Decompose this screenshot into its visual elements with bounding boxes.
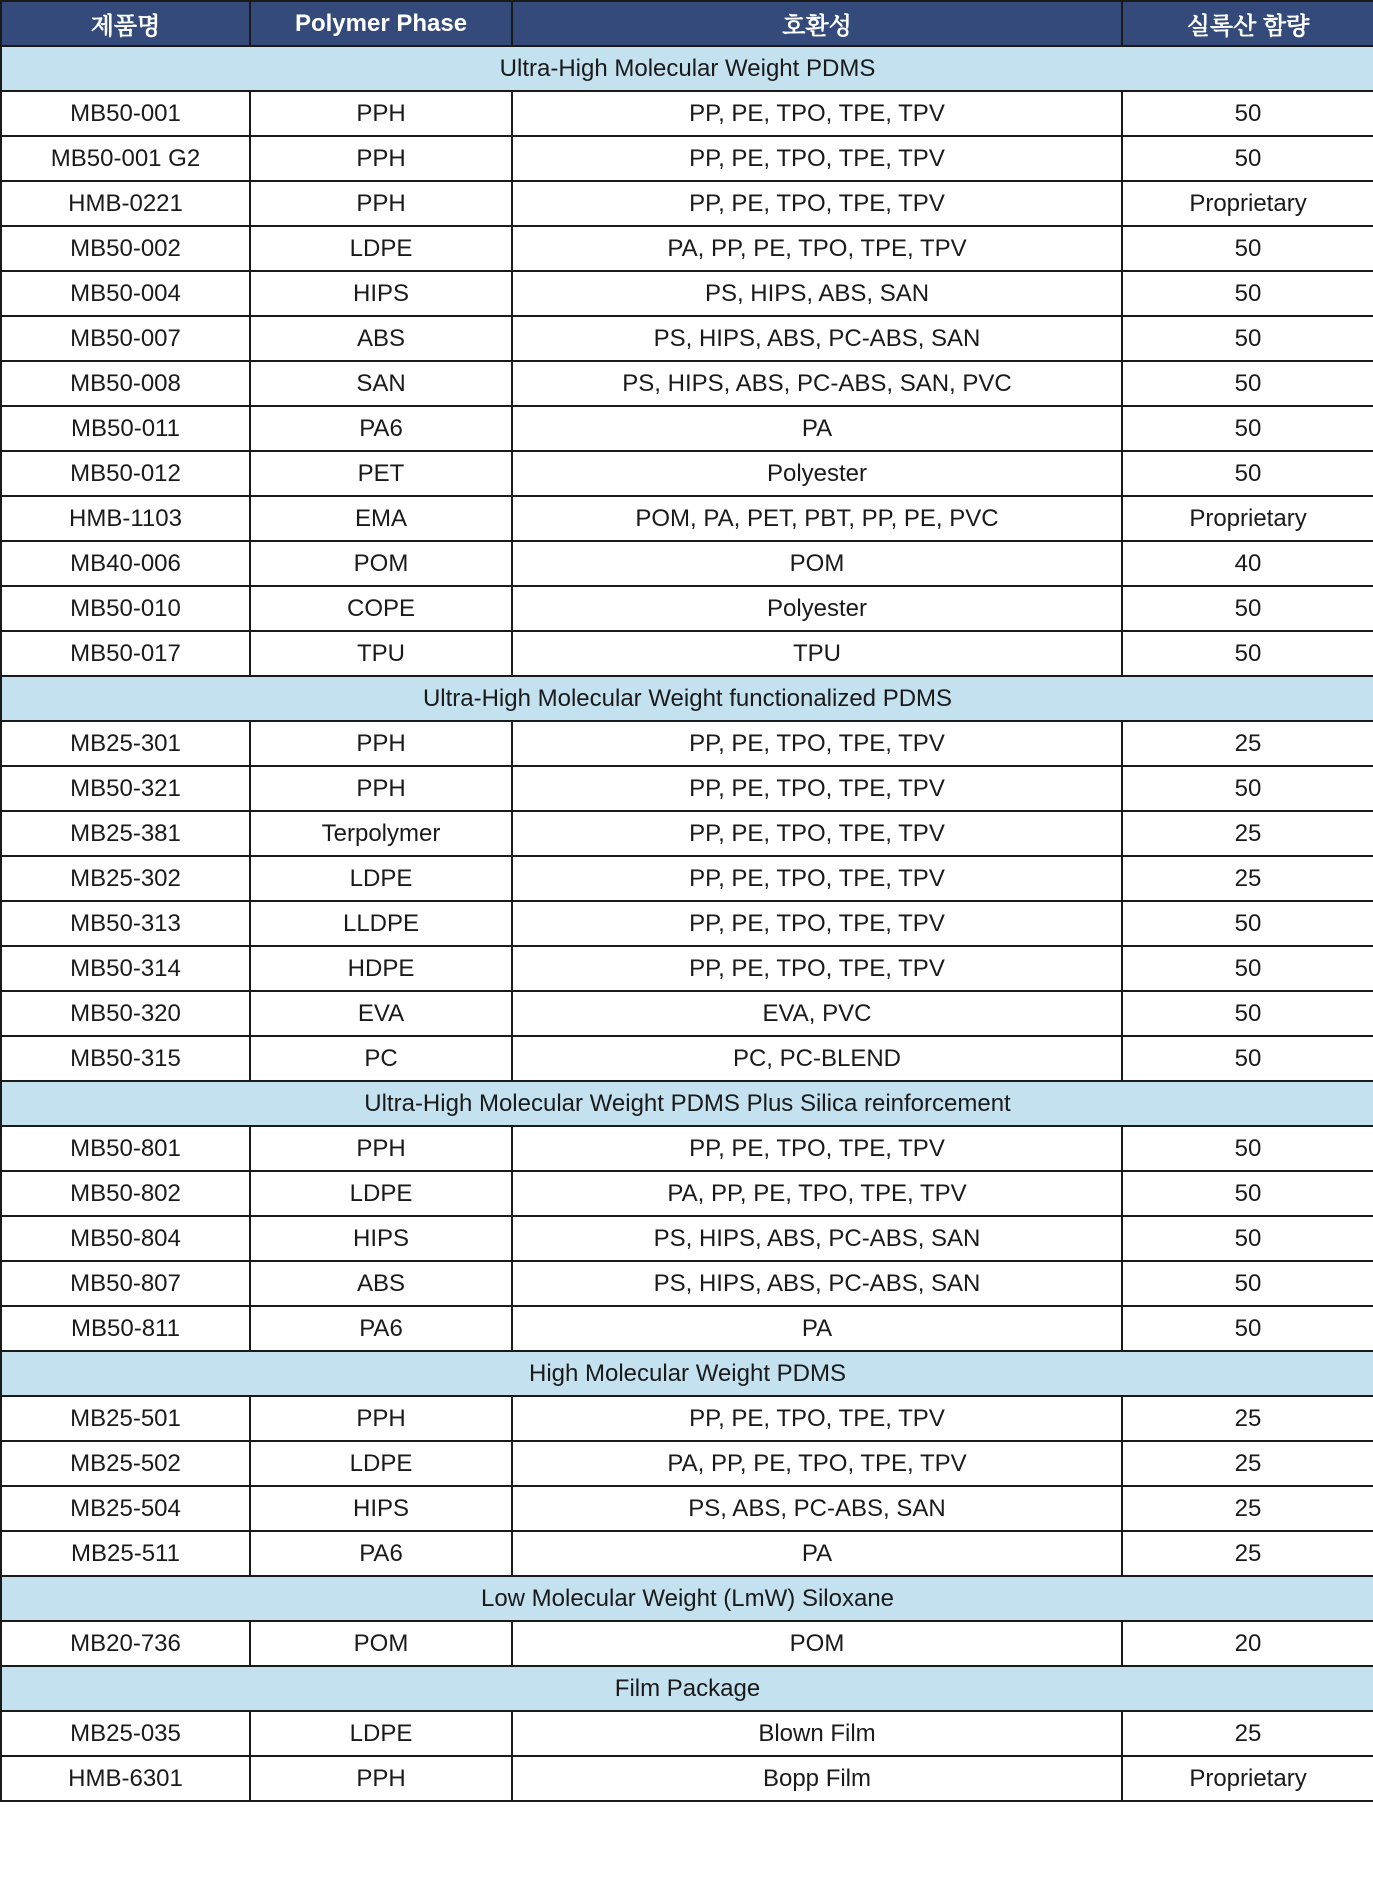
compatibility-cell: PA, PP, PE, TPO, TPE, TPV <box>512 226 1122 271</box>
compatibility-cell: PP, PE, TPO, TPE, TPV <box>512 91 1122 136</box>
siloxane-content-cell: 25 <box>1122 1396 1373 1441</box>
siloxane-content-cell: 50 <box>1122 136 1373 181</box>
header-compatibility: 호환성 <box>512 1 1122 46</box>
polymer-phase-cell: PPH <box>250 766 512 811</box>
product-name-cell: MB25-502 <box>1 1441 250 1486</box>
polymer-phase-cell: PPH <box>250 91 512 136</box>
polymer-phase-cell: Terpolymer <box>250 811 512 856</box>
polymer-phase-cell: HDPE <box>250 946 512 991</box>
product-name-cell: MB50-811 <box>1 1306 250 1351</box>
compatibility-cell: PP, PE, TPO, TPE, TPV <box>512 901 1122 946</box>
product-name-cell: MB50-004 <box>1 271 250 316</box>
product-name-cell: MB25-301 <box>1 721 250 766</box>
siloxane-content-cell: 50 <box>1122 226 1373 271</box>
compatibility-cell: PP, PE, TPO, TPE, TPV <box>512 856 1122 901</box>
compatibility-cell: PP, PE, TPO, TPE, TPV <box>512 181 1122 226</box>
table-row <box>1 1531 1373 1576</box>
table-row <box>1 406 1373 451</box>
section-title: Film Package <box>1 1666 1373 1711</box>
table-body <box>1 46 1373 1801</box>
polymer-phase-cell: HIPS <box>250 1486 512 1531</box>
compatibility-cell: POM <box>512 541 1122 586</box>
polymer-phase-cell: TPU <box>250 631 512 676</box>
section-title: Ultra-High Molecular Weight PDMS <box>1 46 1373 91</box>
polymer-phase-cell: PPH <box>250 181 512 226</box>
table-row <box>1 1306 1373 1351</box>
polymer-phase-cell: ABS <box>250 316 512 361</box>
polymer-phase-cell: LDPE <box>250 1171 512 1216</box>
siloxane-content-cell: 25 <box>1122 1531 1373 1576</box>
siloxane-content-cell: 25 <box>1122 811 1373 856</box>
header-product-name: 제품명 <box>1 1 250 46</box>
polymer-phase-cell: PA6 <box>250 1531 512 1576</box>
compatibility-cell: PP, PE, TPO, TPE, TPV <box>512 766 1122 811</box>
compatibility-cell: Polyester <box>512 451 1122 496</box>
table-row <box>1 181 1373 226</box>
product-name-cell: MB25-511 <box>1 1531 250 1576</box>
siloxane-content-cell: 50 <box>1122 766 1373 811</box>
siloxane-content-cell: 50 <box>1122 451 1373 496</box>
compatibility-cell: PP, PE, TPO, TPE, TPV <box>512 811 1122 856</box>
compatibility-cell: PC, PC-BLEND <box>512 1036 1122 1081</box>
table-row <box>1 316 1373 361</box>
table-row <box>1 631 1373 676</box>
compatibility-cell: PP, PE, TPO, TPE, TPV <box>512 1396 1122 1441</box>
siloxane-content-cell: 50 <box>1122 91 1373 136</box>
siloxane-content-cell: 50 <box>1122 316 1373 361</box>
compatibility-cell: PS, HIPS, ABS, PC-ABS, SAN <box>512 1261 1122 1306</box>
header-siloxane-content: 실록산 함량 <box>1122 1 1373 46</box>
polymer-phase-cell: EMA <box>250 496 512 541</box>
siloxane-content-cell: Proprietary <box>1122 181 1373 226</box>
polymer-phase-cell: PC <box>250 1036 512 1081</box>
table-row <box>1 361 1373 406</box>
compatibility-cell: PS, HIPS, ABS, PC-ABS, SAN <box>512 316 1122 361</box>
compatibility-cell: PP, PE, TPO, TPE, TPV <box>512 721 1122 766</box>
siloxane-content-cell: 50 <box>1122 946 1373 991</box>
table-row <box>1 1756 1373 1801</box>
product-name-cell: HMB-1103 <box>1 496 250 541</box>
section-header-row <box>1 1351 1373 1396</box>
compatibility-cell: EVA, PVC <box>512 991 1122 1036</box>
table-row <box>1 496 1373 541</box>
polymer-phase-cell: PA6 <box>250 1306 512 1351</box>
compatibility-cell: PA, PP, PE, TPO, TPE, TPV <box>512 1441 1122 1486</box>
siloxane-content-cell: 50 <box>1122 1306 1373 1351</box>
compatibility-cell: PS, HIPS, ABS, SAN <box>512 271 1122 316</box>
siloxane-content-cell: 25 <box>1122 721 1373 766</box>
section-title: Ultra-High Molecular Weight functionalized PDMS <box>1 676 1373 721</box>
product-name-cell: MB50-313 <box>1 901 250 946</box>
header-row <box>1 1 1373 46</box>
compatibility-cell: Blown Film <box>512 1711 1122 1756</box>
table-row <box>1 1486 1373 1531</box>
siloxane-content-cell: 50 <box>1122 1171 1373 1216</box>
polymer-phase-cell: HIPS <box>250 1216 512 1261</box>
table-row <box>1 946 1373 991</box>
product-name-cell: MB50-320 <box>1 991 250 1036</box>
section-header-row <box>1 676 1373 721</box>
siloxane-content-cell: Proprietary <box>1122 1756 1373 1801</box>
section-header-row <box>1 46 1373 91</box>
section-title: Low Molecular Weight (LmW) Siloxane <box>1 1576 1373 1621</box>
product-name-cell: MB50-807 <box>1 1261 250 1306</box>
table-row <box>1 451 1373 496</box>
siloxane-content-cell: 50 <box>1122 361 1373 406</box>
product-name-cell: MB25-302 <box>1 856 250 901</box>
compatibility-cell: PA <box>512 1531 1122 1576</box>
table-row <box>1 811 1373 856</box>
siloxane-content-cell: 50 <box>1122 586 1373 631</box>
table-row <box>1 856 1373 901</box>
polymer-phase-cell: LLDPE <box>250 901 512 946</box>
product-name-cell: MB50-801 <box>1 1126 250 1171</box>
siloxane-content-cell: 50 <box>1122 1261 1373 1306</box>
compatibility-cell: PP, PE, TPO, TPE, TPV <box>512 1126 1122 1171</box>
siloxane-content-cell: 50 <box>1122 1036 1373 1081</box>
compatibility-cell: POM <box>512 1621 1122 1666</box>
table-row <box>1 136 1373 181</box>
polymer-phase-cell: COPE <box>250 586 512 631</box>
compatibility-cell: PA, PP, PE, TPO, TPE, TPV <box>512 1171 1122 1216</box>
table-row <box>1 1216 1373 1261</box>
table-row <box>1 766 1373 811</box>
table-row <box>1 586 1373 631</box>
siloxane-content-cell: 25 <box>1122 1486 1373 1531</box>
product-name-cell: MB50-010 <box>1 586 250 631</box>
table-row <box>1 271 1373 316</box>
product-name-cell: HMB-0221 <box>1 181 250 226</box>
siloxane-content-cell: 20 <box>1122 1621 1373 1666</box>
product-name-cell: MB50-315 <box>1 1036 250 1081</box>
product-name-cell: MB50-001 G2 <box>1 136 250 181</box>
polymer-phase-cell: PPH <box>250 1396 512 1441</box>
table-row <box>1 721 1373 766</box>
polymer-phase-cell: EVA <box>250 991 512 1036</box>
product-name-cell: MB50-017 <box>1 631 250 676</box>
siloxane-content-cell: 25 <box>1122 856 1373 901</box>
siloxane-content-cell: Proprietary <box>1122 496 1373 541</box>
table-row <box>1 991 1373 1036</box>
polymer-phase-cell: PPH <box>250 1756 512 1801</box>
polymer-phase-cell: PET <box>250 451 512 496</box>
product-name-cell: MB25-381 <box>1 811 250 856</box>
table-header <box>1 1 1373 46</box>
polymer-phase-cell: PA6 <box>250 406 512 451</box>
polymer-phase-cell: PPH <box>250 1126 512 1171</box>
product-name-cell: MB50-001 <box>1 91 250 136</box>
product-name-cell: MB50-012 <box>1 451 250 496</box>
polymer-phase-cell: POM <box>250 1621 512 1666</box>
product-name-cell: MB50-314 <box>1 946 250 991</box>
product-name-cell: MB50-008 <box>1 361 250 406</box>
table-row <box>1 541 1373 586</box>
compatibility-cell: POM, PA, PET, PBT, PP, PE, PVC <box>512 496 1122 541</box>
section-header-row <box>1 1666 1373 1711</box>
siloxane-content-cell: 25 <box>1122 1711 1373 1756</box>
product-name-cell: MB25-504 <box>1 1486 250 1531</box>
siloxane-content-cell: 50 <box>1122 406 1373 451</box>
polymer-phase-cell: LDPE <box>250 1711 512 1756</box>
section-title: High Molecular Weight PDMS <box>1 1351 1373 1396</box>
product-name-cell: MB40-006 <box>1 541 250 586</box>
siloxane-content-cell: 50 <box>1122 1216 1373 1261</box>
product-name-cell: MB50-802 <box>1 1171 250 1216</box>
siloxane-content-cell: 25 <box>1122 1441 1373 1486</box>
polymer-phase-cell: HIPS <box>250 271 512 316</box>
product-name-cell: HMB-6301 <box>1 1756 250 1801</box>
siloxane-content-cell: 50 <box>1122 901 1373 946</box>
polymer-phase-cell: SAN <box>250 361 512 406</box>
polymer-phase-cell: PPH <box>250 721 512 766</box>
siloxane-content-cell: 40 <box>1122 541 1373 586</box>
table-row <box>1 1171 1373 1216</box>
product-name-cell: MB50-007 <box>1 316 250 361</box>
compatibility-cell: PS, HIPS, ABS, PC-ABS, SAN, PVC <box>512 361 1122 406</box>
section-title: Ultra-High Molecular Weight PDMS Plus Silica reinforcement <box>1 1081 1373 1126</box>
polymer-phase-cell: POM <box>250 541 512 586</box>
table-row <box>1 1126 1373 1171</box>
table-row <box>1 226 1373 271</box>
siloxane-content-cell: 50 <box>1122 991 1373 1036</box>
compatibility-cell: PP, PE, TPO, TPE, TPV <box>512 946 1122 991</box>
table-row <box>1 1396 1373 1441</box>
compatibility-cell: PP, PE, TPO, TPE, TPV <box>512 136 1122 181</box>
polymer-phase-cell: LDPE <box>250 856 512 901</box>
polymer-phase-cell: PPH <box>250 136 512 181</box>
compatibility-cell: PS, ABS, PC-ABS, SAN <box>512 1486 1122 1531</box>
product-name-cell: MB25-035 <box>1 1711 250 1756</box>
siloxane-content-cell: 50 <box>1122 631 1373 676</box>
section-header-row <box>1 1576 1373 1621</box>
section-header-row <box>1 1081 1373 1126</box>
compatibility-cell: PA <box>512 1306 1122 1351</box>
table-row <box>1 1711 1373 1756</box>
table-row <box>1 1441 1373 1486</box>
compatibility-cell: PA <box>512 406 1122 451</box>
polymer-phase-cell: ABS <box>250 1261 512 1306</box>
compatibility-cell: Polyester <box>512 586 1122 631</box>
product-name-cell: MB50-321 <box>1 766 250 811</box>
compatibility-cell: PS, HIPS, ABS, PC-ABS, SAN <box>512 1216 1122 1261</box>
polymer-phase-cell: LDPE <box>250 1441 512 1486</box>
siloxane-content-cell: 50 <box>1122 1126 1373 1171</box>
product-name-cell: MB20-736 <box>1 1621 250 1666</box>
compatibility-cell: TPU <box>512 631 1122 676</box>
polymer-phase-cell: LDPE <box>250 226 512 271</box>
product-name-cell: MB25-501 <box>1 1396 250 1441</box>
table-row <box>1 91 1373 136</box>
table-row <box>1 1261 1373 1306</box>
product-name-cell: MB50-011 <box>1 406 250 451</box>
siloxane-content-cell: 50 <box>1122 271 1373 316</box>
table-row <box>1 1621 1373 1666</box>
product-name-cell: MB50-804 <box>1 1216 250 1261</box>
header-polymer-phase: Polymer Phase <box>250 1 512 46</box>
compatibility-cell: Bopp Film <box>512 1756 1122 1801</box>
table-row <box>1 1036 1373 1081</box>
table-row <box>1 901 1373 946</box>
product-name-cell: MB50-002 <box>1 226 250 271</box>
